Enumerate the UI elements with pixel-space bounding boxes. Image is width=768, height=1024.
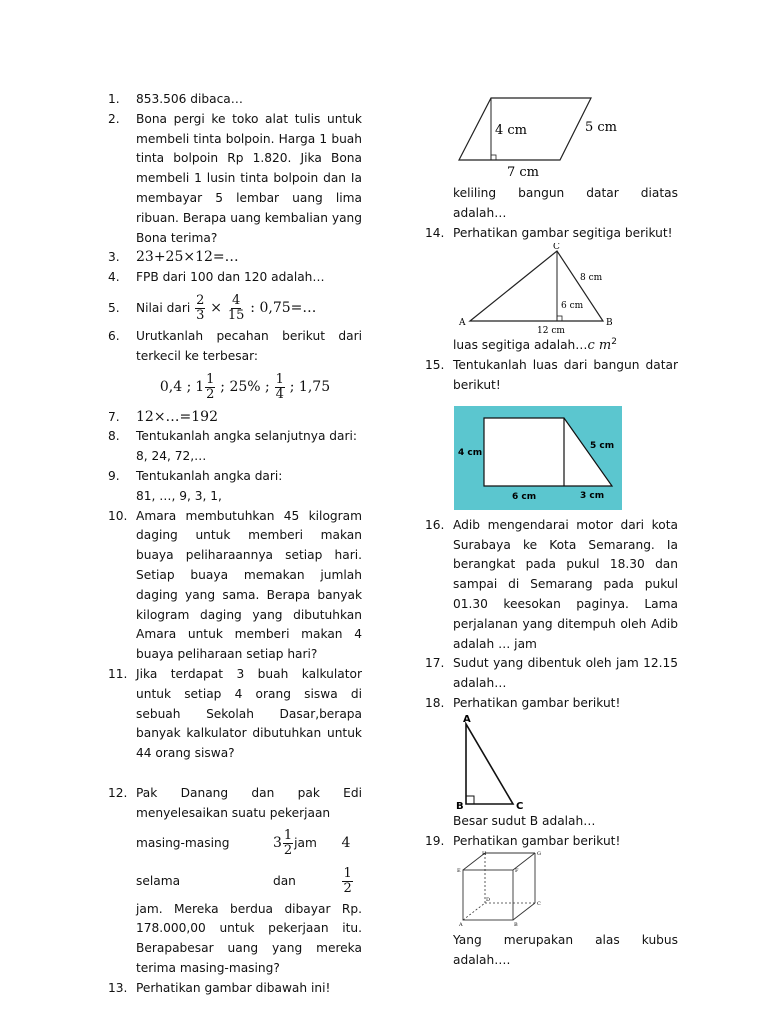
question-text-part: jam. Mereka berdua dibayar Rp. 178.000,00 untuk pekerjaan itu. Berapabesar uang yang mereka terima masing-masing? [136,901,362,975]
question-number: 12. [108,785,128,800]
question-text-part: jam dan [272,835,317,888]
vertex-label-a: A [463,713,471,725]
right-triangle-figure [425,714,678,812]
mixed-number-whole: 4 [341,834,351,851]
question-number: 5. [108,300,120,315]
question-text: Yang merupakan alas kubus adalah…. [453,933,678,968]
question-13 [108,979,362,999]
triangle-diagram [425,243,678,337]
question-number: 10. [108,508,128,523]
question-number: 8. [108,429,120,444]
question-number: 16. [425,517,445,532]
numerator: 1 [283,827,293,843]
question-19 [425,832,678,852]
right-angle-mark [557,316,562,321]
question-18 [425,694,678,714]
height-label: 4 cm [495,123,528,138]
question-1 [108,90,362,110]
right-angle-mark [466,796,474,804]
numerator: 1 [206,371,215,387]
question-number: 15. [425,358,445,373]
vertex-label-f: F [515,868,519,875]
right-triangle-shape [466,724,513,804]
sequence: 8, 24, 72,… [136,449,207,464]
question-text: Tentukanlah angka dari: [136,468,283,483]
fraction [283,829,293,858]
sequence: 81, …, 9, 3, 1, [136,488,222,503]
question-number: 13. [108,980,128,995]
question-6 [108,327,362,367]
vertex-label-a: A [459,922,463,928]
question-text: Tentukanlah luas dari bangun datar berikut! [453,358,678,393]
denominator: 2 [206,386,215,402]
math-expression: 12×…=192 [136,408,218,425]
parallelogram-diagram [425,94,678,182]
question-12 [108,784,362,979]
vertex-label-c: C [516,800,524,812]
question-17 [425,654,678,694]
cube-front-face [463,870,513,920]
duration-line [136,824,362,900]
triangle-figure [425,243,678,337]
vertex-label-d: D [486,897,491,904]
question-text: FPB dari 100 dan 120 adalah… [136,270,325,285]
question-text: Perhatikan gambar dibawah ini! [136,980,331,995]
question-number: 17. [425,656,445,671]
unit: c m [587,338,612,354]
question-text-part: luas segitiga adalah… [453,338,588,353]
vertex-label-a: A [459,318,466,329]
left-column [108,90,362,998]
question-14 [425,224,678,244]
unit-exponent: 2 [611,337,617,348]
question-text: Perhatikan gambar berikut! [453,833,621,848]
question-number: 3. [108,250,120,265]
question-text: 853.506 dibaca… [136,92,243,106]
side-label: 5 cm [585,120,618,135]
question-text-part: Pak Danang dan pak Edi menyelesaikan suatu pekerjaan [136,785,362,820]
question-text: Perhatikan gambar berikut! [453,696,621,711]
fraction [342,867,352,896]
numerator: 1 [343,865,352,881]
question-text: Sudut yang dibentuk oleh jam 12.15 adalah… [453,656,678,691]
fraction [195,294,205,323]
vertex-label-e: E [457,868,461,875]
denominator: 3 [196,307,205,323]
expression-rest: : 0,75=… [250,299,317,316]
math-expression: 23+25×12=… [136,249,239,266]
question-number: 19. [425,833,445,848]
value-a: 0,4 ; [159,378,192,395]
question-10 [108,507,362,665]
question-3 [108,248,362,268]
question-text: Urutkanlah pecahan berikut dari terkecil ke terbesar: [136,328,362,363]
vertex-label-b: B [514,922,518,928]
question-text [136,784,362,979]
question-number: 1. [108,92,120,106]
question-5 [108,291,362,325]
composite-shape-figure [425,406,678,516]
right-angle-mark [491,155,496,160]
question-text: Amara membutuhkan 45 kilogram daging untuk memberi makan buaya peliharaannya setiap hari. Setiap buaya memakan jumlah daging yang sama. Berapa banyak kilogram daging yang dibutuhkan Amara untuk memberi makan 4 buaya peliharaan setiap hari? [136,508,362,662]
label-5cm: 5 cm [590,440,615,451]
question-18-continued [425,812,678,832]
question-number: 11. [108,666,128,681]
height-label-6: 6 cm [561,301,584,312]
right-column [425,94,678,971]
question-text: Besar sudut B adalah… [453,813,596,828]
question-4 [108,268,362,288]
question-15 [425,356,678,396]
vertex-label-c: C [553,243,560,253]
question-text: Bona pergi ke toko alat tulis untuk membeli tinta bolpoin. Harga 1 buah tinta bolpoin Rp 1.820. Jika Bona membeli 1 lusin tinta bolpoin dan Ia membayar 5 lembar uang lima ribuan. Berapa uang kembalian yang Bona terima? [136,111,362,245]
question-13-continued [425,184,678,224]
vertex-label-b: B [456,800,464,812]
right-triangle-diagram [425,714,678,812]
question-7 [108,408,362,428]
question-text: keliling bangun datar diatas adalah… [453,186,678,220]
value-c: ; 25% ; [220,378,270,395]
question-number: 14. [425,225,445,240]
denominator: 15 [227,307,245,323]
mixed-number-whole: 3 [272,834,282,851]
value-e: ; 1,75 [289,378,331,395]
base-label: 7 cm [507,165,540,180]
label-3cm: 3 cm [580,490,605,501]
question-2 [108,110,362,249]
question-text-part: masing-masing selama [136,835,230,888]
question-text [136,467,362,507]
numerator: 1 [275,371,284,387]
denominator: 4 [275,386,284,402]
question-text: Adib mengendarai motor dari kota Surabaya ke Kota Semarang. Ia berangkat pada pukul 18.30 dan sampai di Semarang pada pukul 01.30 keesokan paginya. Lama perjalanan yang ditempuh oleh Adib adalah … jam [453,517,678,651]
question-8 [108,427,362,467]
denominator: 2 [283,842,293,858]
fraction [275,373,285,402]
vertex-label-c: C [537,901,541,908]
cube-diagram [425,851,678,927]
cube-figure [425,851,678,927]
fraction [227,294,246,323]
mixed-number-whole: 1 [195,378,205,395]
label-6cm: 6 cm [512,491,537,502]
question-number: 4. [108,270,120,285]
question-11 [108,665,362,764]
side-label-8: 8 cm [580,273,603,284]
cube-hidden-edge [463,903,485,920]
vertex-label-b: B [606,318,613,329]
question-number: 18. [425,696,445,711]
cube-edge [513,903,535,920]
fraction-list [108,373,362,402]
question-text: Tentukanlah angka selanjutnya dari: [136,429,358,444]
vertex-label-h: H [482,851,487,858]
composite-shape-diagram [425,406,678,512]
question-19-continued [425,931,678,971]
question-number: 9. [108,468,120,483]
question-number: 6. [108,328,120,343]
numerator: 2 [196,292,205,308]
question-text: Jika terdapat 3 buah kalkulator untuk setiap 4 orang siswa di sebuah Sekolah Dasar,berapa banyak kalkulator dibutuhkan untuk 44 orang siswa? [136,666,362,761]
parallelogram-figure [425,94,678,182]
question-number: 2. [108,111,120,126]
fraction [205,373,215,402]
label-4cm: 4 cm [458,447,483,458]
denominator: 2 [343,880,352,896]
numerator: 4 [232,292,241,308]
vertex-label-g: G [537,851,541,858]
question-text [136,427,362,467]
question-number: 7. [108,409,120,424]
question-text: Perhatikan gambar segitiga berikut! [453,225,673,240]
base-label-12: 12 cm [537,326,565,337]
expression-prefix: Nilai dari [136,300,191,315]
question-9 [108,467,362,507]
operator: × [210,299,222,316]
question-16 [425,516,678,655]
question-text [136,291,362,325]
